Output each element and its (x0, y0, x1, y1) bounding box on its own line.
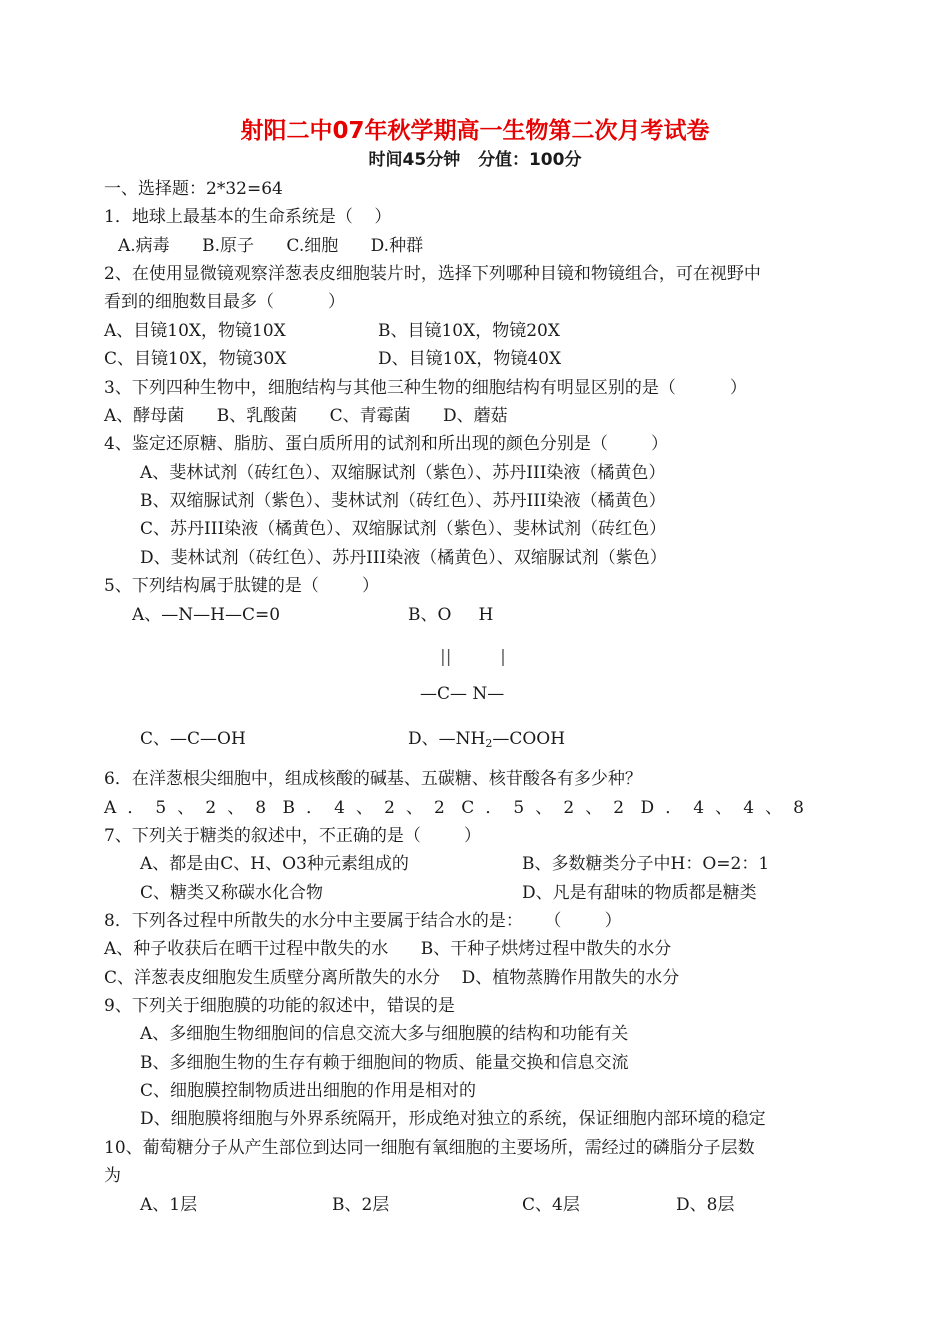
question-2-stem-line-2: 看到的细胞数目最多（ ） (104, 292, 346, 312)
question-5-option-b-bonds: || | (440, 647, 506, 667)
section-heading: 一、选择题：2*32=64 (104, 179, 283, 199)
question-9-option-b: B、多细胞生物的生存有赖于细胞间的物质、能量交换和信息交流 (140, 1053, 629, 1073)
question-10-option-a: A、1层 (140, 1195, 198, 1215)
question-5-option-d-suffix: —COOH (492, 729, 566, 749)
question-7-option-a: A、都是由C、H、O3种元素组成的 (140, 854, 409, 874)
question-9-stem: 9、下列关于细胞膜的功能的叙述中，错误的是 (104, 996, 455, 1016)
question-9-option-c: C、细胞膜控制物质进出细胞的作用是相对的 (140, 1081, 477, 1101)
question-10-option-c: C、4层 (522, 1195, 580, 1215)
question-4-option-d: D、斐林试剂（砖红色）、苏丹III染液（橘黄色）、双缩脲试剂（紫色） (140, 548, 667, 568)
question-10-stem-line-1: 10、葡萄糖分子从产生部位到达同一细胞有氧细胞的主要场所，需经过的磷脂分子层数 (104, 1138, 755, 1158)
question-3-stem: 3、下列四种生物中，细胞结构与其他三种生物的细胞结构有明显区别的是（ ） (104, 378, 747, 398)
question-7-option-b: B、多数糖类分子中H：O=2：1 (522, 854, 770, 874)
question-5-option-d-subscript: 2 (485, 737, 493, 750)
question-7-option-d: D、凡是有甜味的物质都是糖类 (522, 883, 757, 903)
question-6-options: A．5、2、8 B．4、2、2 C．5、2、2 D．4、4、8 (104, 798, 804, 818)
exam-time-and-score: 时间45分钟 分值：100分 (368, 150, 582, 170)
question-5-stem: 5、下列结构属于肽键的是（ ） (104, 576, 380, 596)
question-7-option-c: C、糖类又称碳水化合物 (140, 883, 324, 903)
question-3-options: A、酵母菌 B、乳酸菌 C、青霉菌 D、蘑菇 (104, 406, 508, 426)
question-5-option-d-prefix: D、—NH (408, 729, 486, 749)
question-4-option-b: B、双缩脲试剂（紫色）、斐林试剂（砖红色）、苏丹III染液（橘黄色） (140, 491, 666, 511)
question-5-option-d (408, 728, 565, 755)
question-9-option-a: A、多细胞生物细胞间的信息交流大多与细胞膜的结构和功能有关 (140, 1024, 629, 1044)
question-5-option-a: A、—N—H—C=0 (132, 605, 281, 625)
question-1-stem: 1．地球上最基本的生命系统是（ ） (104, 207, 392, 227)
question-10-option-b: B、2层 (332, 1195, 390, 1215)
question-4-stem: 4、鉴定还原糖、脂肪、蛋白质所用的试剂和所出现的颜色分别是（ ） (104, 434, 669, 454)
question-4-option-a: A、斐林试剂（砖红色）、双缩脲试剂（紫色）、苏丹III染液（橘黄色） (140, 463, 666, 483)
question-2-stem-line-1: 2、在使用显微镜观察洋葱表皮细胞装片时，选择下列哪种目镜和物镜组合，可在视野中 (104, 264, 761, 284)
question-9-option-d: D、细胞膜将细胞与外界系统隔开，形成绝对独立的系统，保证细胞内部环境的稳定 (140, 1109, 766, 1129)
question-10-stem-line-2: 为 (104, 1166, 121, 1186)
question-5-option-b-bottom: —C— N— (420, 684, 505, 704)
question-5-option-b-top: B、O H (408, 605, 494, 625)
question-2-option-a: A、目镜10X，物镜10X (104, 321, 286, 341)
question-8-stem: 8．下列各过程中所散失的水分中主要属于结合水的是： （ ） (104, 911, 622, 931)
question-2-option-b: B、目镜10X，物镜20X (378, 321, 560, 341)
question-6-stem: 6．在洋葱根尖细胞中，组成核酸的碱基、五碳糖、核苷酸各有多少种？ (104, 769, 642, 789)
question-8-options-cd: C、洋葱表皮细胞发生质壁分离所散失的水分 D、植物蒸腾作用散失的水分 (104, 968, 680, 988)
question-10-option-d: D、8层 (676, 1195, 735, 1215)
question-2-option-c: C、目镜10X，物镜30X (104, 349, 287, 369)
question-5-option-c: C、—C—OH (140, 729, 246, 749)
question-1-options: A.病毒 B.原子 C.细胞 D.种群 (118, 236, 424, 256)
page-title: 射阳二中07年秋学期高一生物第二次月考试卷 (240, 118, 710, 144)
question-7-stem: 7、下列关于糖类的叙述中，不正确的是（ ） (104, 826, 482, 846)
question-8-options-ab: A、种子收获后在晒干过程中散失的水 B、干种子烘烤过程中散失的水分 (104, 939, 672, 959)
question-2-option-d: D、目镜10X，物镜40X (378, 349, 562, 369)
question-4-option-c: C、苏丹III染液（橘黄色）、双缩脲试剂（紫色）、斐林试剂（砖红色） (140, 519, 667, 539)
